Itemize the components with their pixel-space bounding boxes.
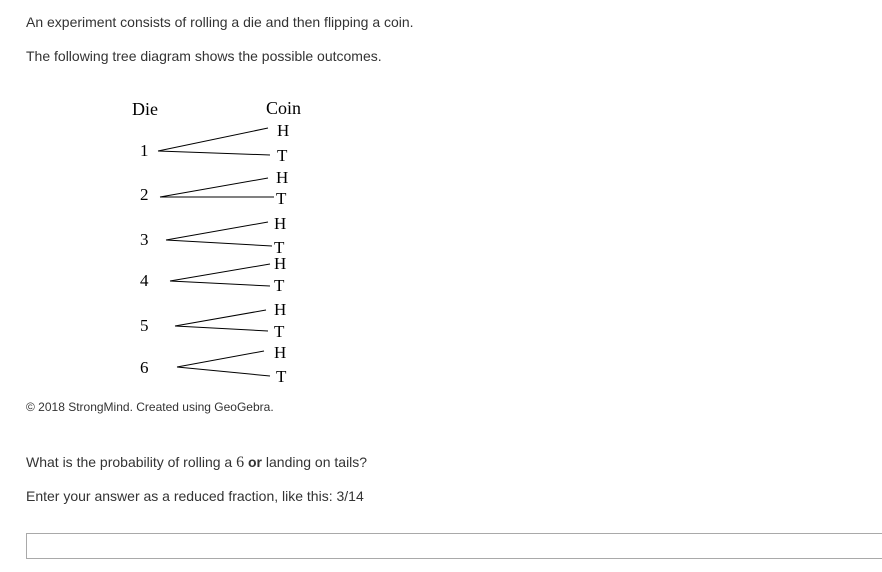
die-value-4: 4 (140, 271, 149, 290)
outcome-1-t: T (277, 146, 288, 165)
die-value-3: 3 (140, 230, 149, 249)
branch-line-4-h (170, 264, 270, 281)
question-or: or (248, 454, 262, 470)
branch-line-5-t (175, 326, 268, 331)
branch-line-3-h (166, 222, 268, 240)
coin-header: Coin (266, 98, 302, 118)
die-value-2: 2 (140, 185, 149, 204)
branch-line-2-h (160, 178, 268, 197)
outcome-2-t: T (276, 189, 287, 208)
outcome-5-h: H (274, 300, 287, 319)
outcome-3-t: T (274, 238, 285, 257)
instruction-text: Enter your answer as a reduced fraction, like this: 3/14 (26, 488, 364, 504)
branch-line-5-h (175, 310, 266, 326)
question-text (26, 453, 367, 472)
die-header: Die (132, 99, 158, 119)
outcome-1-h: H (277, 121, 290, 140)
question-prefix: What is the probability of rolling a (26, 454, 237, 470)
branch-line-1-t (158, 151, 270, 155)
question-number: 6 (236, 454, 245, 471)
outcome-3-h: H (274, 214, 287, 233)
intro-text: An experiment consists of rolling a die and then flipping a coin. (26, 14, 414, 30)
branch-line-6-h (177, 351, 264, 367)
answer-input[interactable] (26, 533, 882, 559)
branch-line-1-h (158, 128, 268, 151)
outcome-6-h: H (274, 343, 287, 362)
outcome-4-t: T (274, 276, 285, 295)
outcome-2-h: H (276, 168, 289, 187)
die-value-1: 1 (140, 141, 149, 160)
copyright-text: © 2018 StrongMind. Created using GeoGebra. (26, 400, 274, 414)
branch-line-4-t (170, 281, 270, 286)
question-suffix: landing on tails? (262, 454, 368, 470)
description-text: The following tree diagram shows the possible outcomes. (26, 48, 382, 64)
outcome-6-t: T (276, 367, 287, 386)
outcome-5-t: T (274, 322, 285, 341)
branch-line-6-t (177, 367, 270, 376)
outcome-4-h: H (274, 254, 287, 273)
die-value-6: 6 (140, 358, 149, 377)
branch-line-3-t (166, 240, 272, 246)
die-value-5: 5 (140, 316, 149, 335)
